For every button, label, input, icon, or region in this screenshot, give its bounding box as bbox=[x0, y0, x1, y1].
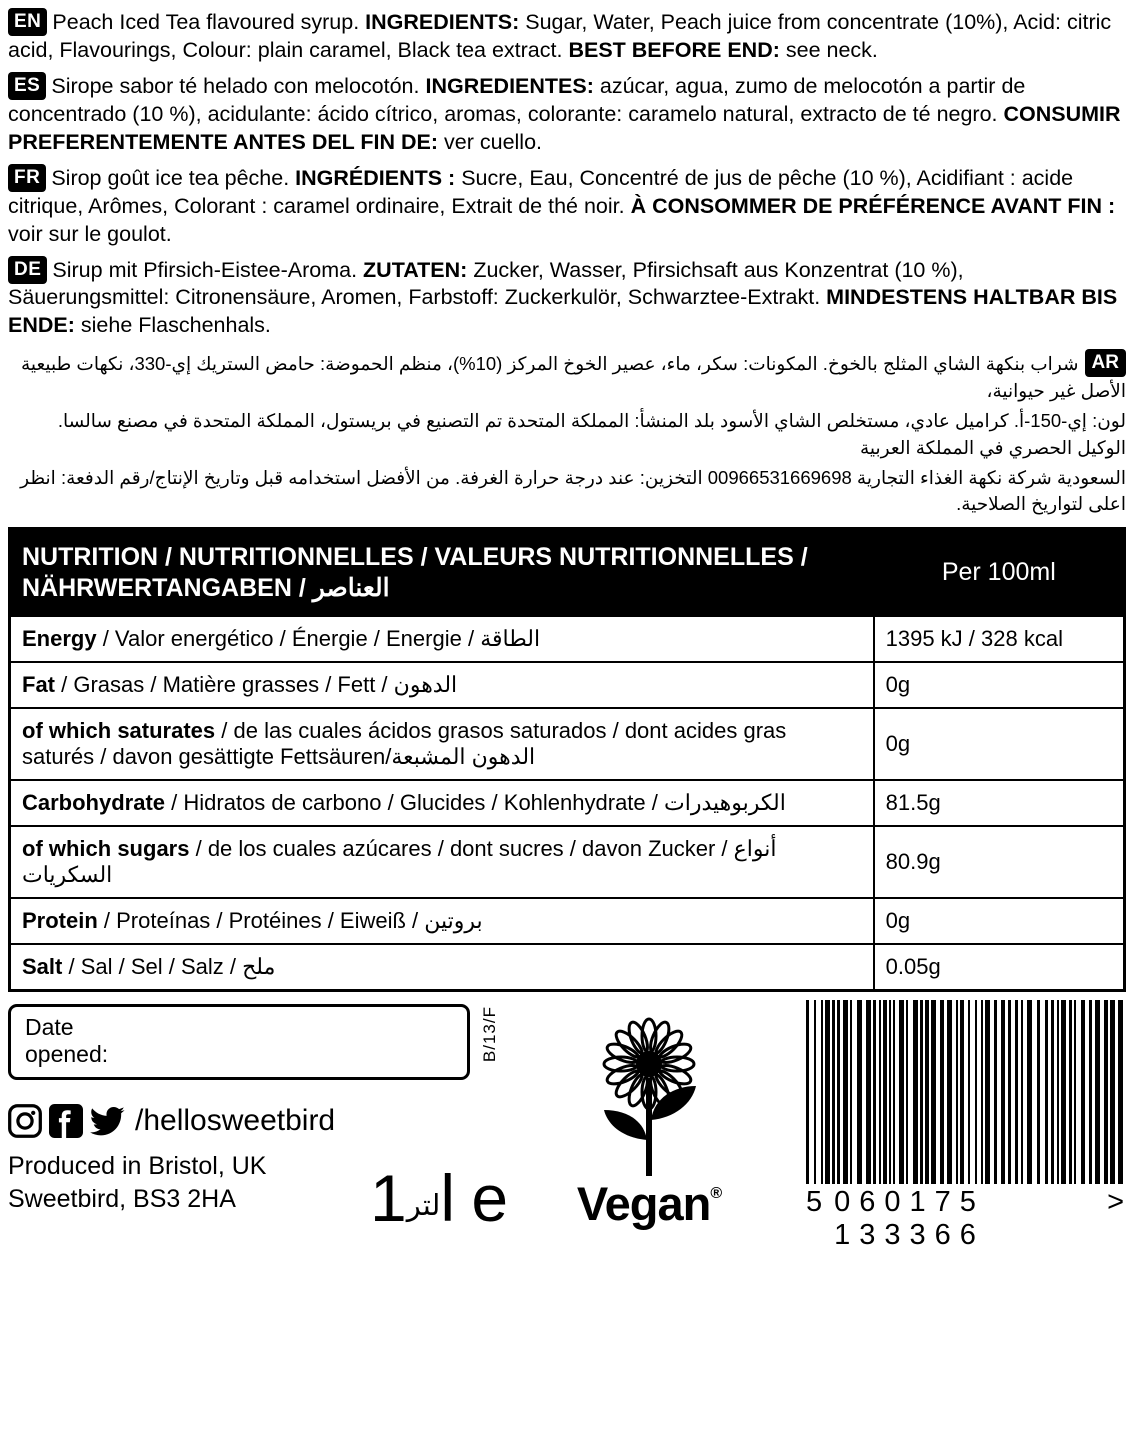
ingredients-block-fr bbox=[8, 164, 1126, 249]
ingredients-section bbox=[0, 0, 1134, 340]
language-tag-es: ES bbox=[8, 72, 46, 100]
table-row bbox=[10, 944, 1125, 991]
table-row bbox=[10, 708, 1125, 780]
ingredients-block-ar bbox=[0, 347, 1134, 518]
volume-value: 1l e bbox=[370, 1161, 508, 1236]
arabic-text-1: شراب بنكهة الشاي المثلج بالخوخ. المكونات: سكر، ماء، عصير الخوخ المركز (10%)، منظم الحموضة: حامض الستريك إي‑330، نكهات طبيعية الأصل غير حيوانية، bbox=[20, 353, 1126, 402]
nutrient-label: Fat / Grasas / Matière grasses / Fett / الدهون bbox=[10, 662, 874, 708]
nutrition-header-label: NUTRITION / NUTRITIONNELLES / VALEURS NUTRITIONNELLES / NÄHRWERTANGABEN / العناصر bbox=[10, 529, 874, 617]
nutrient-label: of which saturates / de las cuales ácidos grasos saturados / dont acides gras saturés / davon gesättigte Fettsäuren/الدهون المشبعة bbox=[10, 708, 874, 780]
vegan-flower-icon bbox=[524, 1000, 774, 1180]
print-code: B/13/F bbox=[480, 1006, 499, 1063]
producer-address bbox=[8, 1150, 266, 1216]
ingredients-text-fr: Sirop goût ice tea pêche. INGRÉDIENTS : Sucre, Eau, Concentré de jus de pêche (10 %), Acidifiant : acide citrique, Arômes, Colorant : caramel ordinaire, Extrait de thé noir. À CONSOMMER DE PRÉFÉRENCE AVANT FIN : voir sur le goulot. bbox=[8, 165, 1116, 246]
producer-line-2: Sweetbird, BS3 2HA bbox=[8, 1185, 236, 1214]
producer-line-1: Produced in Bristol, UK bbox=[8, 1152, 267, 1181]
instagram-icon[interactable] bbox=[8, 1104, 42, 1138]
language-tag-de: DE bbox=[8, 256, 47, 284]
nutrient-label: of which sugars / de los cuales azúcares / dont sucres / davon Zucker / أنواع السكريات bbox=[10, 826, 874, 898]
twitter-icon[interactable] bbox=[90, 1104, 126, 1138]
footer-section bbox=[0, 992, 1134, 1252]
nutrition-header-value: Per 100ml bbox=[874, 529, 1125, 617]
table-row bbox=[10, 662, 1125, 708]
social-handle: /hellosweetbird bbox=[135, 1104, 336, 1138]
nutrient-value: 81.5g bbox=[874, 780, 1125, 826]
language-tag-fr: FR bbox=[8, 164, 46, 192]
table-row bbox=[10, 826, 1125, 898]
ingredients-block-de bbox=[8, 256, 1126, 341]
nutrient-label: Protein / Proteínas / Protéines / Eiweiß / بروتين bbox=[10, 898, 874, 944]
table-row bbox=[10, 898, 1125, 944]
nutrient-label: Salt / Sal / Sel / Salz / ملح bbox=[10, 944, 874, 991]
language-tag-ar: AR bbox=[1085, 349, 1126, 377]
arabic-line-1 bbox=[8, 349, 1126, 405]
table-row bbox=[10, 616, 1125, 662]
language-tag-en: EN bbox=[8, 8, 47, 36]
nutrient-value: 80.9g bbox=[874, 826, 1125, 898]
table-row bbox=[10, 780, 1125, 826]
nutrition-section bbox=[0, 521, 1134, 992]
nutrient-value: 0g bbox=[874, 898, 1125, 944]
barcode-tail-mark: > bbox=[1107, 1186, 1126, 1219]
date-opened-label-line1: Date bbox=[25, 1014, 74, 1041]
barcode-lead-digit: 5 bbox=[806, 1186, 825, 1219]
ingredients-block-es bbox=[8, 72, 1126, 157]
barcode-digits bbox=[806, 1186, 1126, 1252]
vegan-mark bbox=[524, 1000, 774, 1236]
vegan-text: Vegan® bbox=[576, 1177, 722, 1231]
volume-arabic: لتر bbox=[406, 1190, 441, 1223]
nutrient-value: 0g bbox=[874, 708, 1125, 780]
arabic-line-2: لون: إي‑150‑أ. كراميل عادي، مستخلص الشاي الأسود بلد المنشأ: المملكة المتحدة تم التصنيع في بريستول، المملكة المتحدة في مصنع سالسا. الوكيل الحصري في المملكة العربية bbox=[57, 409, 1126, 458]
nutrient-value: 1395 kJ / 328 kcal bbox=[874, 616, 1125, 662]
barcode-main-digits: 060175 133366 bbox=[834, 1186, 985, 1252]
ingredients-block-en bbox=[8, 8, 1126, 65]
date-opened-box[interactable] bbox=[8, 1004, 470, 1080]
facebook-icon[interactable] bbox=[49, 1104, 83, 1138]
nutrition-header-row bbox=[10, 529, 1125, 617]
social-links bbox=[8, 1104, 335, 1138]
ingredients-text-en: Peach Iced Tea flavoured syrup. INGREDIENTS: Sugar, Water, Peach juice from concentrate (10%), Acid: citric acid, Flavourings, Colour: plain caramel, Black tea extract. BEST BEFORE END: see neck. bbox=[8, 10, 1112, 62]
nutrient-value: 0g bbox=[874, 662, 1125, 708]
volume-statement bbox=[370, 1160, 507, 1236]
arabic-line-3: السعودية شركة نكهة الغذاء التجارية 00966531669698 التخزين: عند درجة حرارة الغرفة. من الأفضل استخدامه قبل وتاريخ الإنتاج/رقم الدفعة: انظر اعلى لتواريخ الصلاحية. bbox=[20, 466, 1126, 515]
nutrient-label: Carbohydrate / Hidratos de carbono / Glucides / Kohlenhydrate / الكربوهيدرات bbox=[10, 780, 874, 826]
nutrition-table bbox=[8, 527, 1126, 992]
ingredients-text-de: Sirup mit Pfirsich-Eistee-Aroma. ZUTATEN: Zucker, Wasser, Pfirsichsaft aus Konzentrat (10 %), Säuerungsmittel: Citronensäure, Aromen, Farbstoff: Zuckerkulör, Schwarztee-Extrakt. MINDESTENS HALTBAR BIS ENDE: siehe Flaschenhals. bbox=[8, 257, 1118, 338]
barcode-bars bbox=[806, 1000, 1126, 1184]
ingredients-text-es: Sirope sabor té helado con melocotón. INGREDIENTES: azúcar, agua, zumo de melocotón a partir de concentrado (10 %), acidulante: ácido cítrico, aromas, colorante: caramelo natural, extracto de té negro. CONSUMIR PREFERENTEMENTE ANTES DEL FIN DE: ver cuello. bbox=[8, 73, 1121, 154]
barcode bbox=[806, 1000, 1126, 1252]
barcode-gap bbox=[1123, 1000, 1125, 1184]
nutrient-label: Energy / Valor energético / Énergie / Energie / الطاقة bbox=[10, 616, 874, 662]
nutrient-value: 0.05g bbox=[874, 944, 1125, 991]
date-opened-label-line2: opened: bbox=[25, 1041, 109, 1068]
